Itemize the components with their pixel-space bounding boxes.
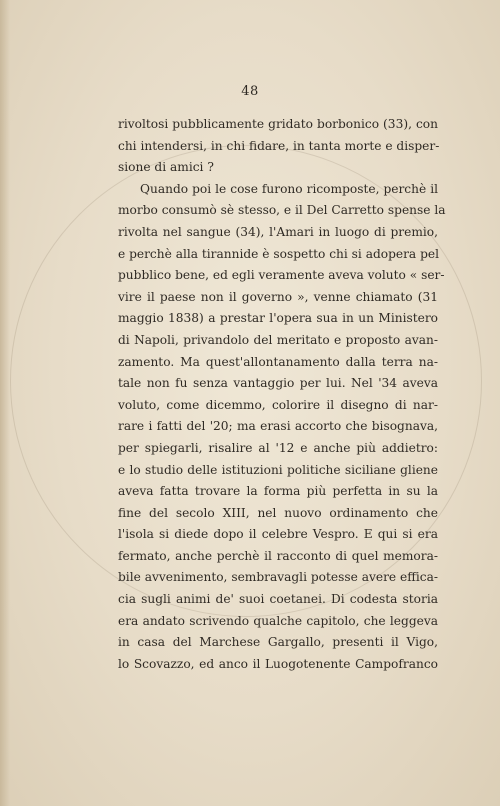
text-line: era andato scrivendo qualche capitolo, che leggeva [118, 613, 438, 628]
page-number: 48 [241, 84, 259, 99]
text-line: e perchè alla tirannide è sospetto chi si adopera pel [118, 246, 439, 261]
text-line: aveva fatta trovare la forma più perfetta in su la [118, 484, 438, 499]
text-line: pubblico bene, ed egli veramente aveva voluto « ser- [118, 268, 445, 283]
text-line: per spiegarli, risalire al '12 e anche più addietro: [118, 440, 438, 455]
text-line: chi intendersi, in chi fidare, in tanta morte e disper- [118, 138, 440, 153]
body-text [118, 114, 446, 675]
text-line: voluto, come dicemmo, colorire il disegno di nar- [118, 397, 438, 412]
text-line: rivoltosi pubblicamente gridato borbonico (33), con [118, 117, 438, 131]
text-line: bile avvenimento, sembravagli potesse avere effica- [118, 570, 438, 585]
text-line: cia sugli animi de' suoi coetanei. Di codesta storia [118, 592, 438, 607]
text-line: vire il paese non il governo », venne chiamato (31 [118, 289, 438, 304]
text-line: fine del secolo XIII, nel nuovo ordinamento che [118, 505, 438, 520]
text-line: maggio 1838) a prestar l'opera sua in un Ministero [118, 311, 438, 326]
text-line: tale non fu senza vantaggio per lui. Nel '34 aveva [118, 376, 438, 391]
page-edge-shadow [0, 0, 10, 806]
text-line: fermato, anche perchè il racconto di quel memora- [118, 548, 438, 563]
text-line: di Napoli, privandolo del meritato e proposto avan- [118, 332, 438, 347]
text-line: Quando poi le cose furono ricomposte, perchè il [140, 181, 438, 196]
text-line: zamento. Ma quest'allontanamento dalla terra na- [118, 354, 438, 369]
text-line: l'isola si diede dopo il celebre Vespro. E qui si era [118, 527, 438, 542]
text-line: e lo studio delle istituzioni politiche siciliane gliene [118, 462, 438, 477]
text-line: lo Scovazzo, ed anco il Luogotenente Campofranco [118, 656, 438, 671]
text-line: in casa del Marchese Gargallo, presenti il Vigo, [118, 635, 438, 650]
text-line: sione di amici ? [118, 160, 214, 175]
text-line: morbo consumò sè stesso, e il Del Carretto spense la [118, 203, 446, 218]
text-line: rare i fatti del '20; ma erasi accorto che bisognava, [118, 419, 438, 434]
text-line: rivolta nel sangue (34), l'Amari in luogo di premio, [118, 224, 438, 239]
